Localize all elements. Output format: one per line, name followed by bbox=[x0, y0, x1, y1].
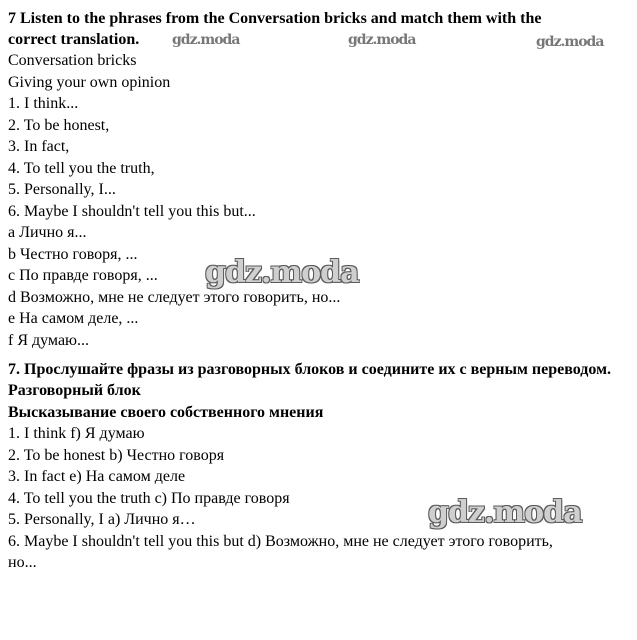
document-page bbox=[8, 8, 633, 574]
exercise-heading-line2: correct translation. bbox=[8, 31, 140, 48]
russian-exercise-heading: 7. Прослушайте фразы из разговорных блоков и соедините их с верным переводом. bbox=[8, 361, 611, 378]
phrase-item: 5. Personally, I... bbox=[8, 181, 116, 198]
watermark: gdz.moda bbox=[348, 32, 416, 48]
watermark: gdz.moda bbox=[205, 255, 359, 290]
opinion-subheading: Giving your own opinion bbox=[8, 73, 171, 91]
translation-item: f Я думаю... bbox=[8, 331, 89, 349]
translation-item: c По правде говоря, ... bbox=[8, 267, 158, 284]
translation-item: b Честно говоря, ... bbox=[8, 245, 138, 263]
conversation-bricks-title: Conversation bricks bbox=[8, 52, 137, 69]
phrase-item: 3. In fact, bbox=[8, 138, 70, 155]
translation-item: a Лично я... bbox=[8, 224, 87, 241]
translation-item: d Возможно, мне не следует этого говорить, но... bbox=[8, 288, 341, 306]
answer-item: 1. I think f) Я думаю bbox=[8, 425, 145, 442]
russian-subtitle: Разговорный блок bbox=[8, 382, 141, 399]
phrase-item: 2. To be honest, bbox=[8, 116, 110, 134]
russian-subheading: Высказывание своего собственного мнения bbox=[8, 403, 324, 421]
watermark: gdz.moda bbox=[428, 495, 582, 530]
answer-item: 5. Personally, I a) Лично я… bbox=[8, 511, 196, 528]
translation-item: e На самом деле, ... bbox=[8, 310, 139, 327]
watermark: gdz.moda bbox=[536, 34, 604, 50]
watermark: gdz.moda bbox=[172, 32, 240, 48]
answer-item: 2. To be honest b) Честно говоря bbox=[8, 446, 225, 464]
answer-item: 6. Maybe I shouldn't tell you this but d) Возможно, мне не следует этого говорить, но... bbox=[8, 532, 553, 571]
phrase-item: 1. I think... bbox=[8, 95, 79, 112]
answer-item: 3. In fact e) На самом деле bbox=[8, 468, 186, 485]
phrase-item: 4. To tell you the truth, bbox=[8, 159, 155, 177]
answer-item: 4. To tell you the truth c) По правде говоря bbox=[8, 489, 290, 507]
exercise-heading-line1: 7 Listen to the phrases from the Conversation bricks and match them with the bbox=[8, 10, 542, 27]
phrase-item: 6. Maybe I shouldn't tell you this but... bbox=[8, 202, 256, 220]
